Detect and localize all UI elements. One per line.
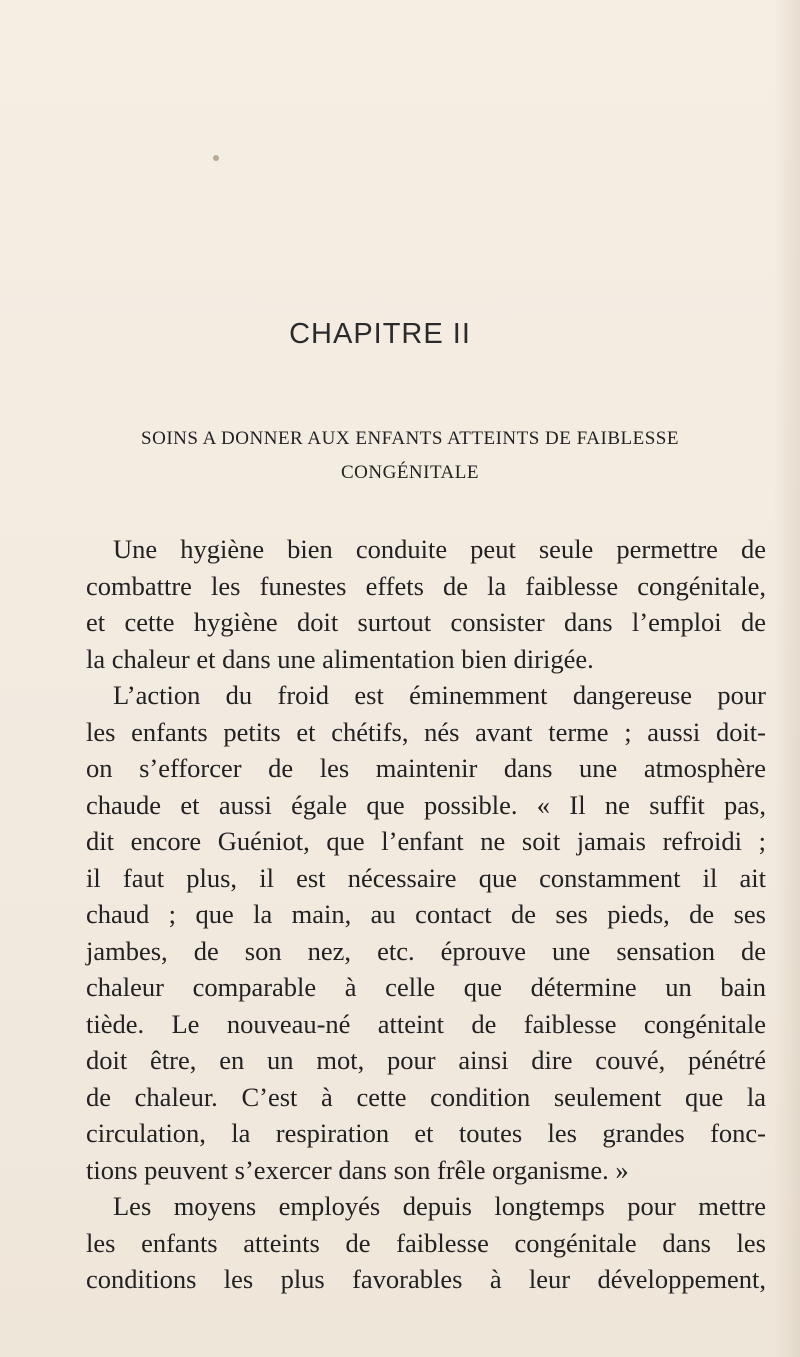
paper-speck [213,155,219,161]
chapter-title: CHAPITRE II [289,318,471,350]
text-line: combattre les funestes effets de la faiblesse congénitale, [86,570,766,601]
text-line: Les moyens employés depuis longtemps pour mettre [113,1191,766,1221]
text-line: on s’efforcer de les maintenir dans une atmosphère [86,753,766,783]
text-line: dit encore Guéniot, que l’enfant ne soit jamais refroidi ; [86,826,766,856]
text-line: et cette hygiène doit surtout consister dans l’emploi de [86,607,766,637]
text-line: de chaleur. C’est à cette condition seulement que la [86,1081,766,1112]
text-line: les enfants petits et chétifs, nés avant terme ; aussi doit- [86,716,766,747]
text-line: L’action du froid est éminemment dangereuse pour [113,680,766,710]
text-line: tiède. Le nouveau-né atteint de faiblesse congénitale [86,1008,766,1039]
text-line: conditions les plus favorables à leur développement, [86,1264,766,1294]
text-line: chaude et aussi égale que possible. « Il ne suffit pas, [86,789,766,820]
text-line: il faut plus, il est nécessaire que constamment il ait [86,862,766,893]
text-line: jambes, de son nez, etc. éprouve une sensation de [86,935,766,966]
text-line: la chaleur et dans une alimentation bien dirigée. [86,643,594,674]
page-edge-shadow [774,0,800,1357]
text-line: circulation, la respiration et toutes les grandes fonc- [86,1118,766,1148]
chapter-subtitle [60,422,760,490]
text-line: chaleur comparable à celle que détermine un bain [86,972,766,1002]
subtitle-line: CONGÉNITALE [340,462,479,483]
text-line: les enfants atteints de faiblesse congénitale dans les [86,1227,766,1258]
text-line: tions peuvent s’exercer dans son frêle organisme. » [86,1154,629,1185]
text-line: chaud ; que la main, au contact de ses pieds, de ses [86,899,766,929]
subtitle-line: SOINS A DONNER AUX ENFANTS ATTEINTS DE FAIBLESSE [141,428,679,449]
body-text [86,531,766,1298]
text-line: doit être, en un mot, pour ainsi dire couvé, pénétré [86,1045,766,1075]
text-line: Une hygiène bien conduite peut seule permettre de [113,534,766,564]
